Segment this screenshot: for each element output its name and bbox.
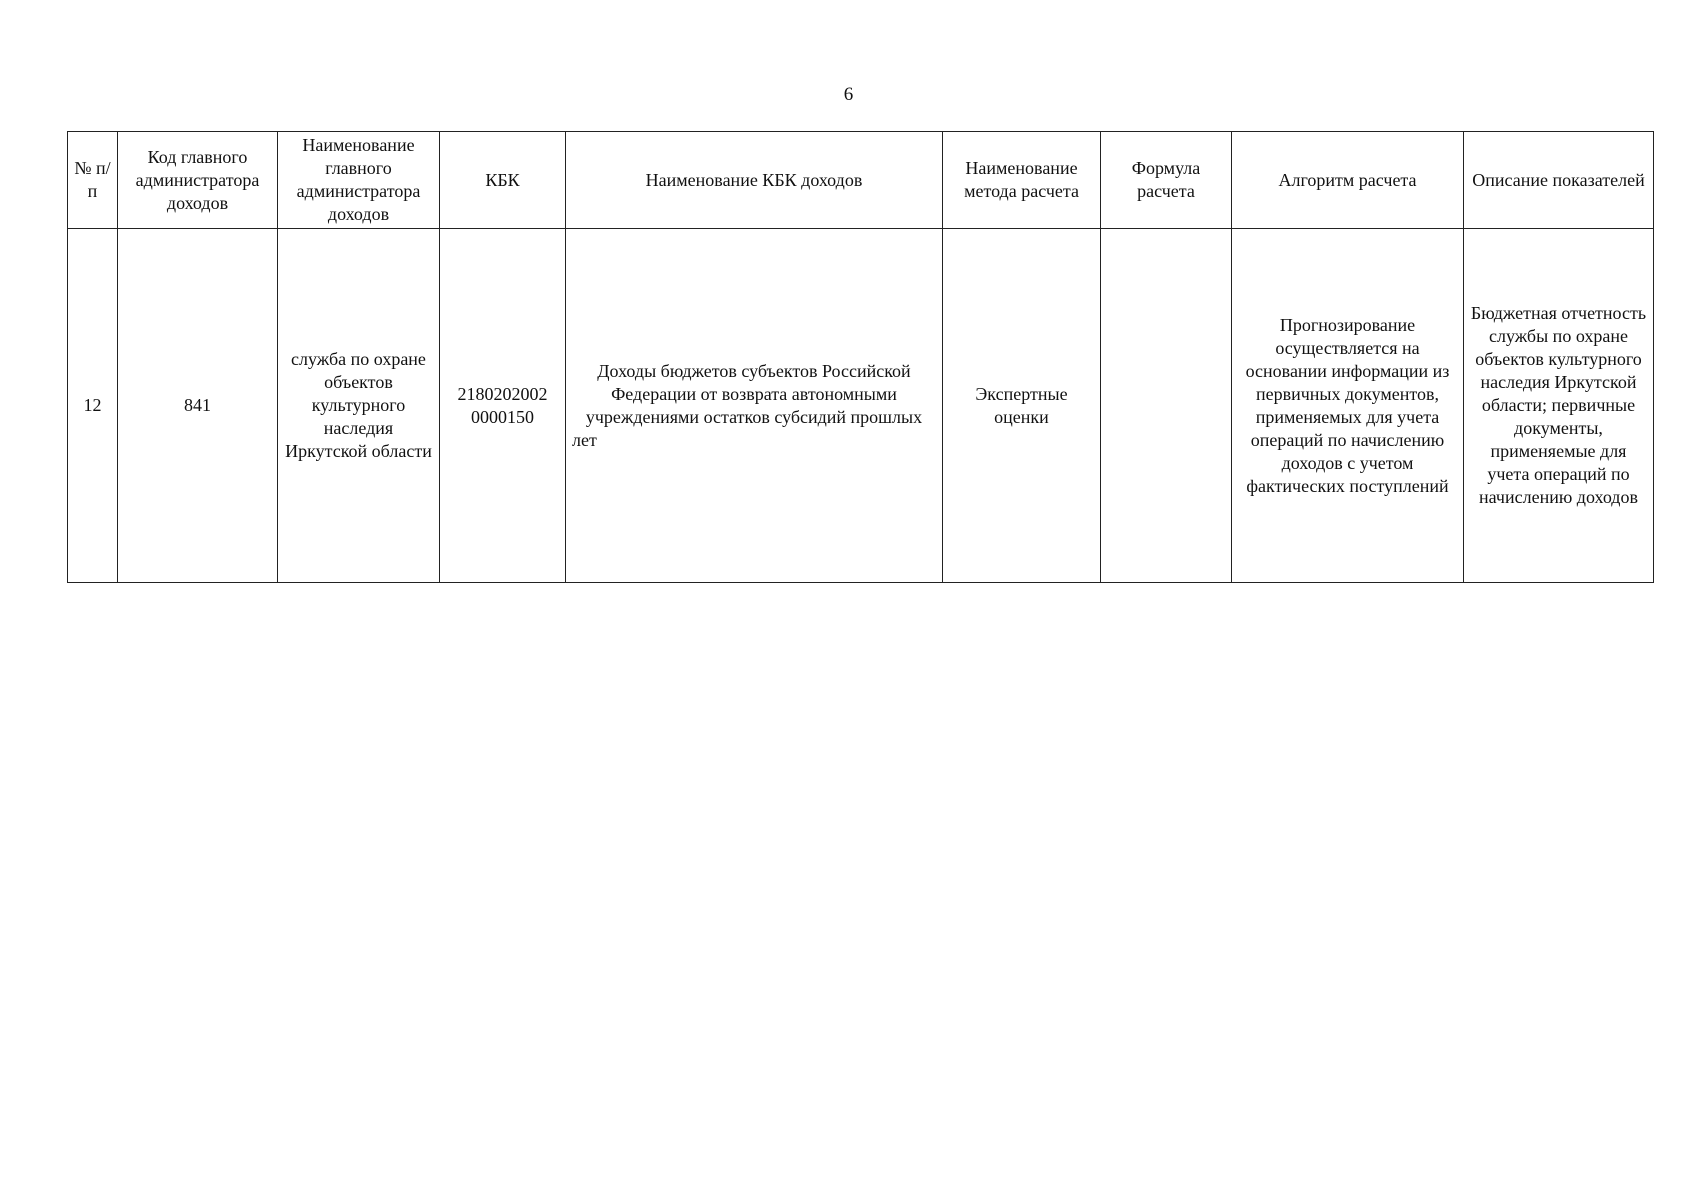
header-admin-code: Код главного администратора доходов <box>118 132 278 229</box>
cell-admin-name: служба по охране объектов культурного наследия Иркутской области <box>278 229 440 583</box>
cell-kbk-name: Доходы бюджетов субъектов Российской Федерации от возврата автономными учреждениями остатков субсидий прошлых лет <box>566 229 943 583</box>
header-kbk-name: Наименование КБК доходов <box>566 132 943 229</box>
cell-algorithm: Прогнозирование осуществляется на основании информации из первичных документов, применяемых для учета операций по начислению доходов с учетом фактических поступлений <box>1232 229 1464 583</box>
table-header <box>68 132 1654 229</box>
kbk-line-1: 2180202002 <box>457 383 548 404</box>
revenue-forecast-table <box>67 131 1654 583</box>
header-row <box>68 132 1654 229</box>
header-kbk: КБК <box>440 132 566 229</box>
page-number: 6 <box>843 84 854 105</box>
header-description: Описание показателей <box>1464 132 1654 229</box>
kbk-line-2: 0000150 <box>471 406 534 427</box>
cell-admin-code: 841 <box>118 229 278 583</box>
cell-description: Бюджетная отчетность службы по охране объектов культурного наследия Иркутской области; первичные документы, применяемые для учета операций по начислению доходов <box>1464 229 1654 583</box>
header-formula: Формула расчета <box>1101 132 1232 229</box>
cell-method: Экспертные оценки <box>943 229 1101 583</box>
cell-formula <box>1101 229 1232 583</box>
header-num: № п/п <box>68 132 118 229</box>
header-method: Наименование метода расчета <box>943 132 1101 229</box>
cell-num: 12 <box>68 229 118 583</box>
cell-kbk <box>440 229 566 583</box>
header-admin-name: Наименование главного администратора доходов <box>278 132 440 229</box>
table-body <box>68 229 1654 583</box>
header-algorithm: Алгоритм расчета <box>1232 132 1464 229</box>
table-row <box>68 229 1654 583</box>
